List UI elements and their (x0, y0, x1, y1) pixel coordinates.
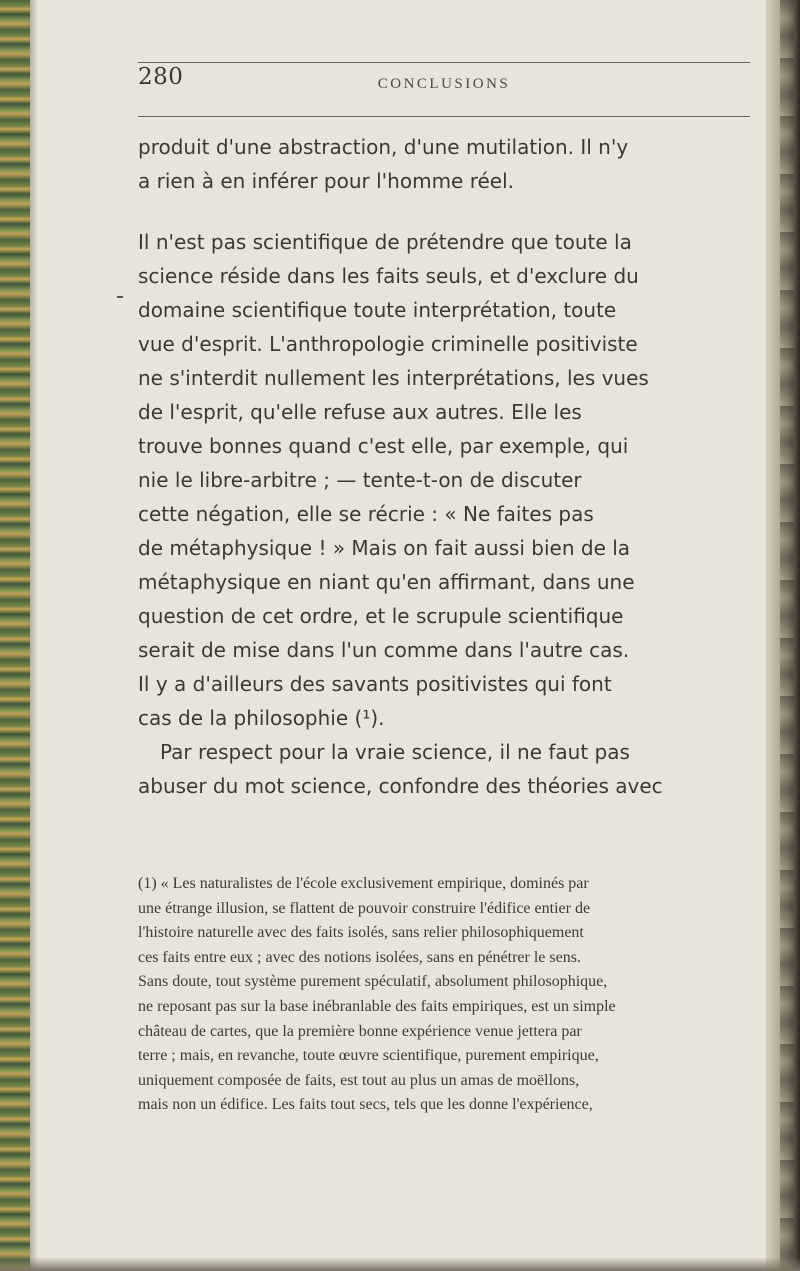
text-line: de métaphysique ! » Mais on fait aussi bien de la (138, 536, 631, 560)
text-line: produit d'une abstraction, d'une mutilation. Il n'y (138, 135, 629, 159)
footnote-line: uniquement composée de faits, est tout au plus un amas de moëllons, (138, 1071, 580, 1089)
book-binding-edge (0, 0, 30, 1271)
footnote (138, 872, 756, 1118)
binding-shadow (30, 0, 38, 1271)
text-line: trouve bonnes quand c'est elle, par exemple, qui (138, 434, 629, 458)
text-line: ne s'interdit nullement les interprétations, les vues (138, 366, 649, 390)
text-line: nie le libre-arbitre ; — tente-t-on de discuter (138, 468, 582, 492)
text-line: a rien à en inférer pour l'homme réel. (138, 169, 515, 193)
bottom-edge (0, 1257, 800, 1271)
text-line: Par respect pour la vraie science, il ne faut pas (160, 740, 630, 764)
header-bottom-rule (138, 116, 750, 117)
text-line: abuser du mot science, confondre des théories avec (138, 774, 663, 798)
footnote-line: ces faits entre eux ; avec des notions isolées, sans en pénétrer le sens. (138, 948, 581, 966)
text-line: domaine scientifique toute interprétation, toute (138, 298, 617, 322)
text-line: serait de mise dans l'un comme dans l'autre cas. (138, 638, 630, 662)
text-line: Il y a d'ailleurs des savants positivistes qui font (138, 672, 612, 696)
footnote-line: (1) « Les naturalistes de l'école exclusivement empirique, dominés par (138, 875, 589, 892)
text-line: cas de la philosophie (¹). (138, 706, 385, 730)
footnote-line: l'histoire naturelle avec des faits isolés, sans relier philosophiquement (138, 924, 584, 942)
running-head: CONCLUSIONS (377, 76, 511, 92)
footnote-line: une étrange illusion, se flattent de pouvoir construire l'édifice entier de (138, 899, 591, 917)
text-line: vue d'esprit. L'anthropologie criminelle positiviste (138, 332, 638, 356)
page-number: 280 (138, 64, 184, 90)
text-line: Il n'est pas scientifique de prétendre que toute la (138, 230, 632, 254)
text-line: de l'esprit, qu'elle refuse aux autres. Elle les (138, 400, 582, 424)
text-line: science réside dans les faits seuls, et d'exclure du (138, 264, 639, 288)
main-text (138, 130, 760, 803)
page-header (138, 64, 750, 102)
footnote-line: ne reposant pas sur la base inébranlable des faits empiriques, est un simple (138, 997, 616, 1015)
footnote-line: terre ; mais, en revanche, toute œuvre scientifique, purement empirique, (138, 1047, 599, 1065)
text-line: question de cet ordre, et le scrupule scientifique (138, 604, 624, 628)
page-edge-texture (780, 0, 794, 1271)
text-line: métaphysique en niant qu'en affirmant, dans une (138, 570, 635, 594)
text-line: cette négation, elle se récrie : « Ne faites pas (138, 502, 594, 526)
header-top-rule (138, 62, 750, 63)
margin-mark (117, 296, 123, 298)
footnote-line: château de cartes, que la première bonne expérience venue jettera par (138, 1022, 582, 1040)
footnote-line: mais non un édifice. Les faits tout secs, tels que les donne l'expérience, (138, 1096, 593, 1114)
footnote-line: Sans doute, tout système purement spéculatif, absolument philosophique, (138, 973, 608, 991)
